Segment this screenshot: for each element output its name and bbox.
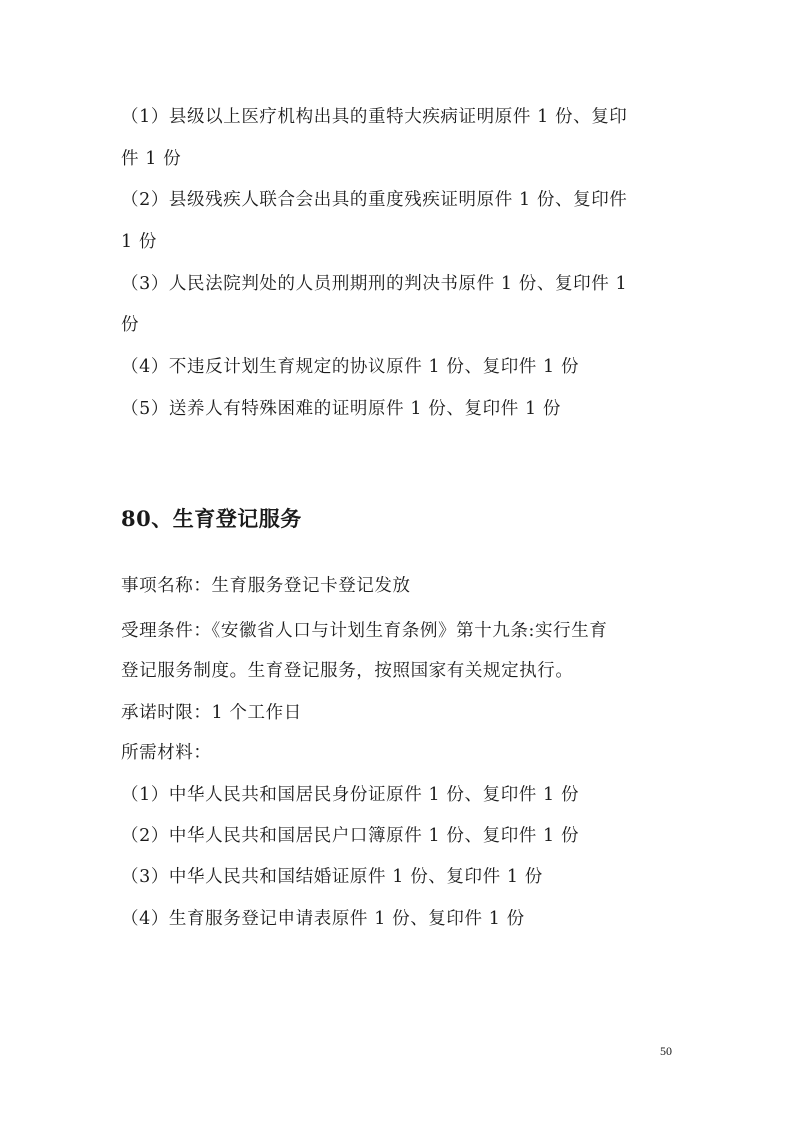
materials-label: 所需材料：	[121, 743, 212, 763]
item-name: 事项名称：生育服务登记卡登记发放	[121, 576, 411, 596]
list-item: （1）中华人民共和国居民身份证原件 1 份、复印件 1 份	[121, 785, 580, 805]
section-heading: 80、生育登记服务	[121, 506, 302, 531]
list-item: （1）县级以上医疗机构出具的重特大疾病证明原件 1 份、复印	[121, 107, 628, 127]
list-item: （4）不违反计划生育规定的协议原件 1 份、复印件 1 份	[121, 357, 580, 377]
list-item: 件 1 份	[121, 149, 182, 169]
page-number: 50	[660, 1044, 672, 1058]
list-item: （3）中华人民共和国结婚证原件 1 份、复印件 1 份	[121, 867, 543, 887]
conditions-line: 登记服务制度。生育登记服务，按照国家有关规定执行。	[121, 661, 574, 681]
list-item: （3）人民法院判处的人员刑期刑的判决书原件 1 份、复印件 1	[121, 274, 628, 294]
time-limit: 承诺时限：1 个工作日	[121, 703, 302, 723]
list-item: （4）生育服务登记申请表原件 1 份、复印件 1 份	[121, 909, 525, 929]
list-item: 1 份	[121, 232, 157, 252]
list-item: （2）县级残疾人联合会出具的重度残疾证明原件 1 份、复印件	[121, 190, 628, 210]
list-item: （5）送养人有特殊困难的证明原件 1 份、复印件 1 份	[121, 399, 561, 419]
list-item: 份	[121, 315, 140, 335]
conditions-line: 受理条件：《安徽省人口与计划生育条例》第十九条:实行生育	[121, 621, 608, 641]
list-item: （2）中华人民共和国居民户口簿原件 1 份、复印件 1 份	[121, 826, 580, 846]
